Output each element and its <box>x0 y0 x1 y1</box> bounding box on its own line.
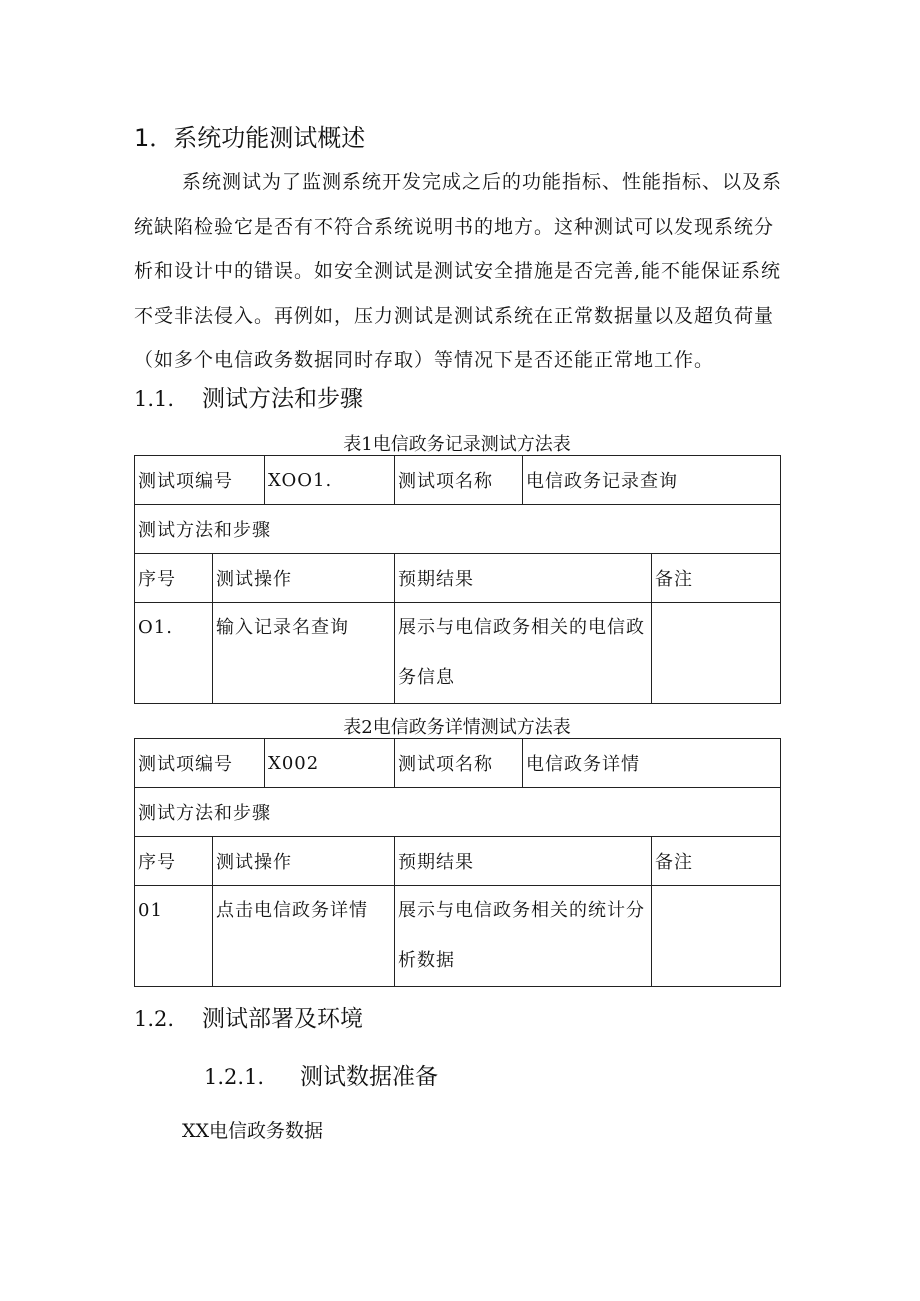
table2 <box>134 738 781 987</box>
col-header-seq: 序号 <box>135 554 213 603</box>
steps-label-cell: 测试方法和步骤 <box>135 505 781 554</box>
row-note-cell <box>652 603 781 704</box>
id-value-cell: XOO1. <box>265 456 395 505</box>
id-label-cell: 测试项编号 <box>135 456 265 505</box>
row-seq-cell: O1. <box>135 603 213 704</box>
data-description: XX电信政务数据 <box>182 1120 324 1142</box>
section-number: 1.2.1. <box>204 1065 265 1089</box>
overview-paragraph: 系统测试为了监测系统开发完成之后的功能指标、性能指标、以及系统缺陷检验它是否有不符合系统说明书的地方。这种测试可以发现系统分析和设计中的错误。如安全测试是测试安全措施是否完善,能不能保证系统不受非法侵入。再例如，压力测试是测试系统在正常数据量以及超负荷量（如多个电信政务数据同时存取）等情况下是否还能正常地工作。 <box>134 171 783 371</box>
col-header-note: 备注 <box>652 837 781 886</box>
table-row <box>135 456 781 505</box>
table2-caption: 表2电信政务详情测试方法表 <box>343 717 571 738</box>
table-row <box>135 788 781 837</box>
table-row <box>135 505 781 554</box>
section-heading-1-2 <box>134 1000 363 1033</box>
section-title: 测试数据准备 <box>300 1064 438 1090</box>
section-heading-1: 1．系统功能测试概述 <box>134 124 366 152</box>
section-heading-1-1 <box>134 380 363 413</box>
steps-label-cell: 测试方法和步骤 <box>135 788 781 837</box>
table-row <box>135 739 781 788</box>
table-row <box>135 886 781 987</box>
col-header-expect: 预期结果 <box>395 554 652 603</box>
id-label-cell: 测试项编号 <box>135 739 265 788</box>
row-op-cell: 点击电信政务详情 <box>213 886 395 987</box>
section-number: 1.2. <box>134 1007 175 1031</box>
table1-caption: 表1电信政务记录测试方法表 <box>343 434 571 455</box>
col-header-op: 测试操作 <box>213 554 395 603</box>
section-title: 测试部署及环境 <box>202 1006 363 1032</box>
name-label-cell: 测试项名称 <box>395 456 523 505</box>
col-header-expect: 预期结果 <box>395 837 652 886</box>
row-seq-cell: 01 <box>135 886 213 987</box>
id-value-cell: X002 <box>265 739 395 788</box>
table-header-row <box>135 837 781 886</box>
name-label-cell: 测试项名称 <box>395 739 523 788</box>
col-header-op: 测试操作 <box>213 837 395 886</box>
name-value-cell: 电信政务详情 <box>523 739 781 788</box>
row-op-cell: 输入记录名查询 <box>213 603 395 704</box>
section-title: 测试方法和步骤 <box>202 386 363 412</box>
row-expect-cell: 展示与电信政务相关的电信政务信息 <box>395 603 652 704</box>
section-heading-1-2-1 <box>204 1058 438 1091</box>
row-expect-cell: 展示与电信政务相关的统计分析数据 <box>395 886 652 987</box>
col-header-seq: 序号 <box>135 837 213 886</box>
name-value-cell: 电信政务记录查询 <box>523 456 781 505</box>
table-row <box>135 603 781 704</box>
row-note-cell <box>652 886 781 987</box>
table-header-row <box>135 554 781 603</box>
col-header-note: 备注 <box>652 554 781 603</box>
table1 <box>134 455 781 704</box>
section-number: 1.1. <box>134 387 175 411</box>
